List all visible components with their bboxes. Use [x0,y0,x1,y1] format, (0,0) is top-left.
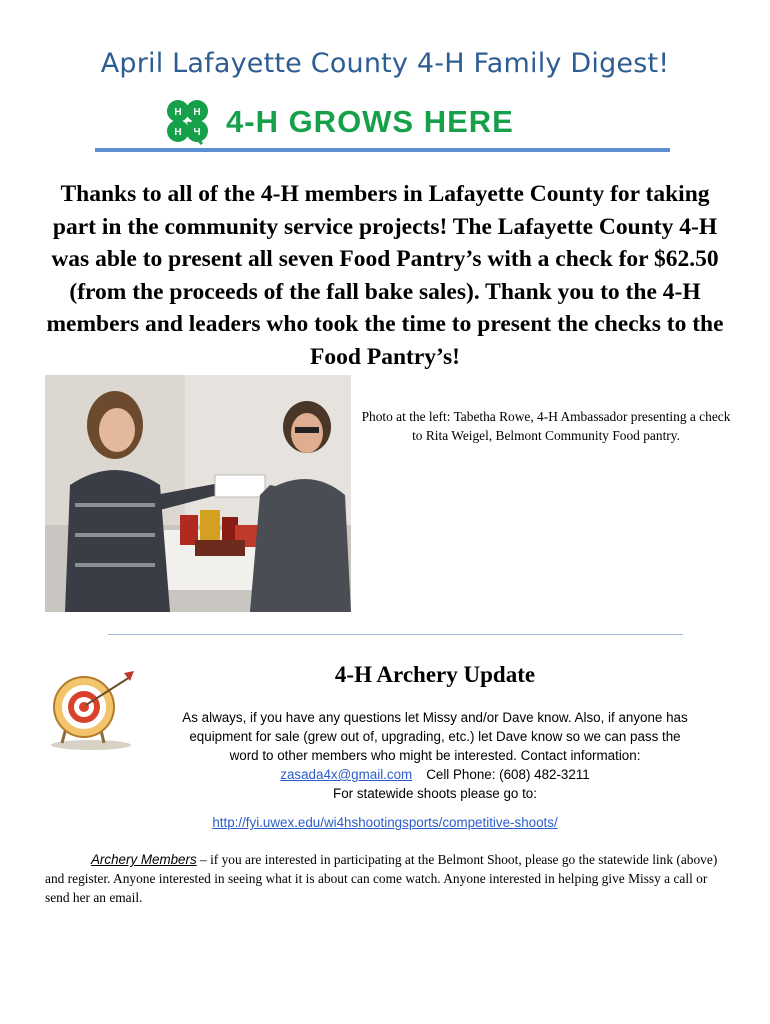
archery-update-body [140,708,730,803]
cell-phone-text: Cell Phone: (608) 482-3211 [426,767,590,782]
four-leaf-clover-icon [160,98,218,146]
archery-members-paragraph [45,850,729,907]
photo-caption: Photo at the left: Tabetha Rowe, 4-H Ambassador presenting a check to Rita Weigel, Belmont Community Food pantry. [361,409,731,443]
check-presentation-photo [45,375,351,612]
svg-text:H: H [193,127,201,138]
svg-text:H: H [174,107,182,118]
archery-target-icon [44,663,138,751]
statewide-link-line [80,815,690,830]
four-h-grows-here-slogan: 4-H GROWS HERE [226,104,514,139]
statewide-shooting-sports-link[interactable]: http://fyi.uwex.edu/wi4hshootingsports/competitive-shoots/ [212,815,558,830]
header-divider [95,148,670,152]
svg-text:H: H [193,107,201,118]
archery-body-line: equipment for sale (grew out of, upgrading, etc.) let Dave know so we can pass the [189,729,681,744]
statewide-shoots-text: For statewide shoots please go to: [333,786,537,801]
four-h-logo-banner [160,98,620,146]
digest-title: April Lafayette County 4-H Family Digest! [100,48,670,79]
contact-email-link[interactable]: zasada4x@gmail.com [280,767,413,782]
archery-update-heading: 4-H Archery Update [334,662,536,687]
archery-body-line: As always, if you have any questions let Missy and/or Dave know. Also, if anyone has [182,710,688,725]
archery-members-label: Archery Members [91,852,197,867]
archery-body-line: word to other members who might be interested. Contact information: [229,748,641,763]
thank-you-headline: Thanks to all of the 4-H members in Lafayette County for taking part in the community service projects! The Lafayette County 4-H was able to present all seven Food Pantry’s with a check for $62.50 (from the proceeds of the fall bake sales). Thank you to the 4-H members and leaders who took the time to present the checks to the Food Pantry’s! [46,181,724,370]
section-divider [108,634,683,635]
svg-text:H: H [174,127,182,138]
archery-members-text: – if you are interested in participating at the Belmont Shoot, please go the statewide link (above) and register. Anyone interested in seeing what it is about can come watch. Anyone interested in helping give Missy a call or send her an email. [45,852,718,905]
contact-line [140,765,730,784]
